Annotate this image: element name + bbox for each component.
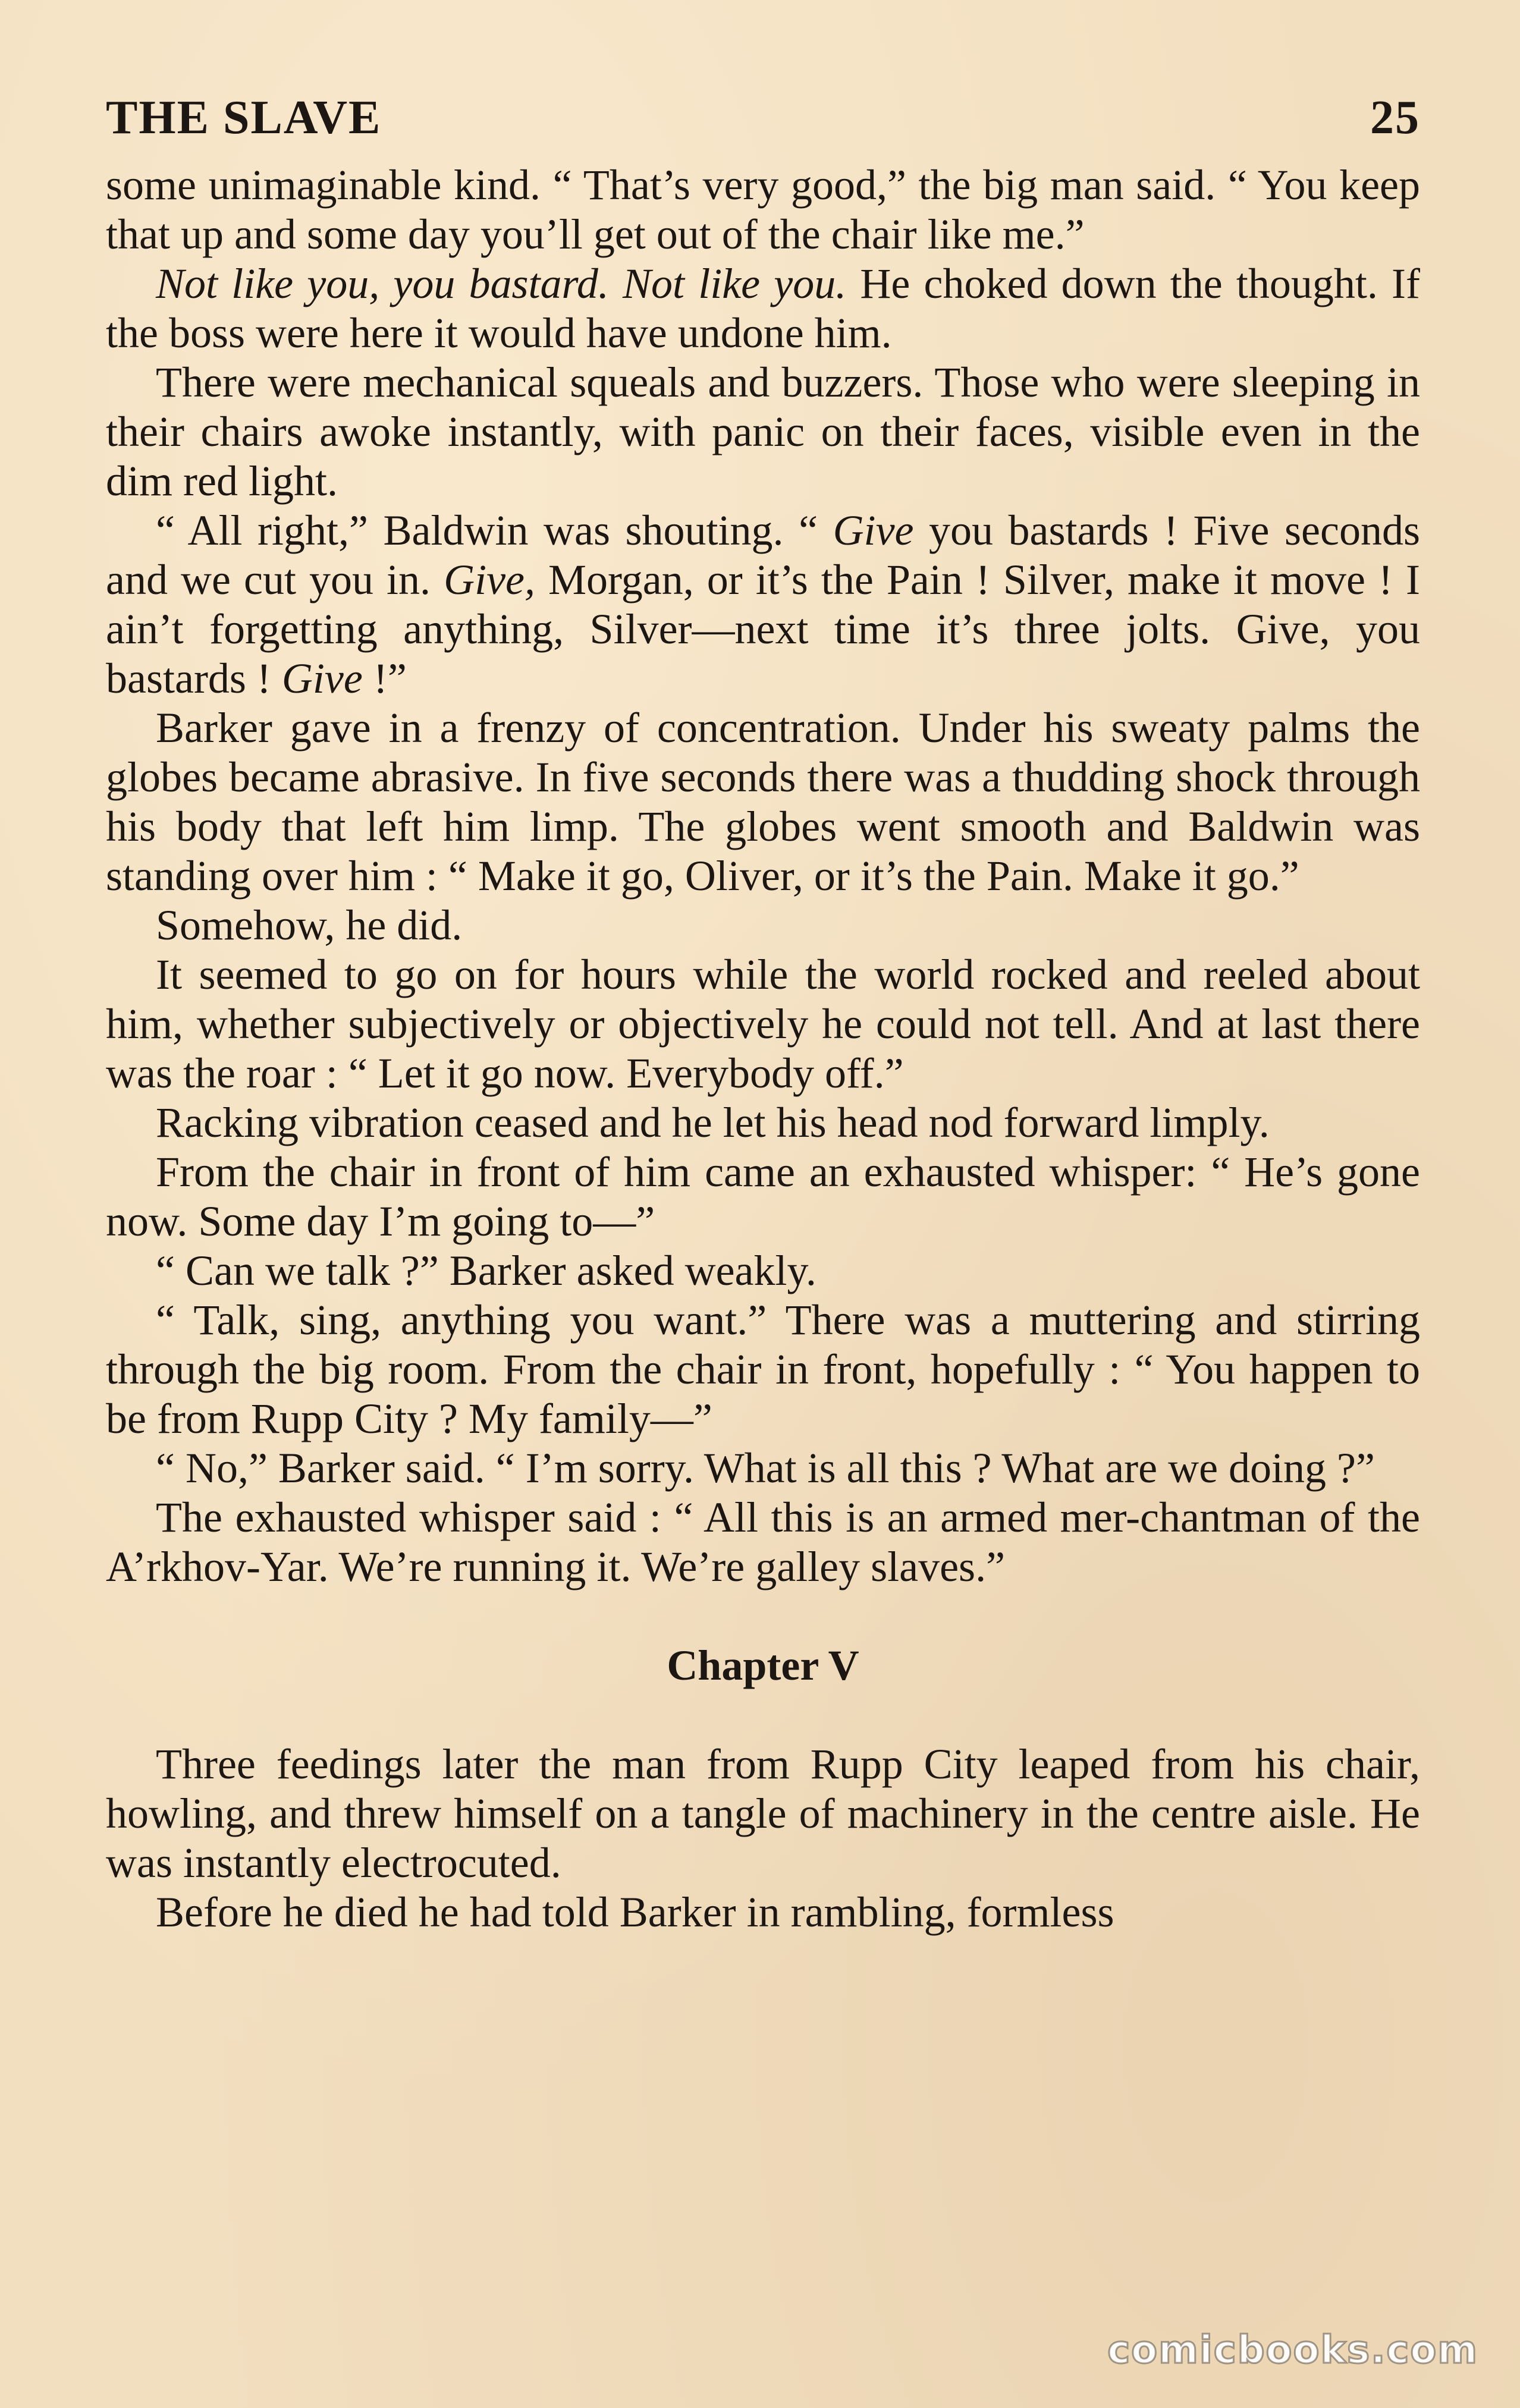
- text-run: Morgan, or it’s the Pain ! Silver, make it move ! I ain’t forgetting anything, Silver—next time it’s three jolts. Give, you bastards !: [106, 556, 1421, 702]
- paragraph: [106, 950, 1420, 1098]
- text-run: “ Can we talk ?” Barker asked weakly.: [156, 1247, 816, 1294]
- text-run: “ All right,” Baldwin was shouting. “: [156, 507, 833, 554]
- running-title: THE SLAVE: [106, 92, 382, 144]
- italic-text: Not like you, you bastard. Not like you.: [156, 260, 847, 307]
- paragraph: [106, 1740, 1420, 1888]
- text-run: From the chair in front of him came an exhausted whisper: “ He’s gone now. Some day I’m going to—”: [106, 1148, 1420, 1245]
- book-page: [106, 89, 1420, 2337]
- text-run: “ No,” Barker said. “ I’m sorry. What is all this ? What are we doing ?”: [156, 1444, 1375, 1492]
- body-text: [106, 161, 1420, 1937]
- running-head: [106, 89, 1420, 146]
- text-run: Racking vibration ceased and he let his head nod forward limply.: [156, 1099, 1270, 1146]
- text-run: some unimaginable kind. “ That’s very good,” the big man said. “ You keep that up and some day you’ll get out of the chair like me.”: [106, 161, 1420, 258]
- chapter-v-opening: [106, 1740, 1420, 1937]
- text-run: !”: [362, 655, 407, 702]
- paragraph: [106, 703, 1420, 901]
- paragraph: [106, 1888, 1420, 1937]
- paragraph: [106, 1296, 1420, 1444]
- italic-text: Give: [281, 655, 363, 702]
- italic-text: Give: [833, 507, 914, 554]
- text-run: Barker gave in a frenzy of concentration. Under his sweaty palms the globes became abrasive. In five seconds there was a thudding shock through his body that left him limp. The globes went smooth and Baldwin was standing over him : “ Make it go, Oliver, or it’s the Pain. Make it go.”: [106, 704, 1420, 900]
- paragraph: [106, 259, 1420, 358]
- watermark-logo: comicbooks.com: [1107, 2328, 1478, 2372]
- chapter-iv-ending: [106, 161, 1420, 1592]
- italic-text: Give,: [444, 556, 535, 603]
- page-number: 25: [1370, 92, 1420, 144]
- paragraph: [106, 1493, 1420, 1592]
- paragraph: [106, 161, 1420, 259]
- paragraph: [106, 506, 1420, 703]
- text-run: “ Talk, sing, anything you want.” There was a muttering and stirring through the big room. From the chair in front, hopefully : “ You happen to be from Rupp City ? My family—”: [106, 1296, 1420, 1442]
- paragraph: [106, 1246, 1420, 1296]
- text-run: Three feedings later the man from Rupp City leaped from his chair, howling, and threw himself on a tangle of machinery in the centre aisle. He was instantly electrocuted.: [106, 1740, 1420, 1887]
- text-run: Somehow, he did.: [156, 901, 463, 949]
- text-run: you bastards ! Five seconds and we cut you in.: [106, 507, 1420, 603]
- paragraph: [106, 358, 1420, 506]
- text-run: The exhausted whisper said : “ All this is an armed mer-chantman of the A’rkhov-Yar. We’re running it. We’re galley slaves.”: [106, 1494, 1420, 1590]
- text-run: Before he died he had told Barker in rambling, formless: [156, 1888, 1114, 1936]
- paragraph: [106, 1148, 1420, 1246]
- chapter-heading: Chapter V: [667, 1642, 859, 1689]
- text-run: It seemed to go on for hours while the world rocked and reeled about him, whether subjectively or objectively he could not tell. And at last there was the roar : “ Let it go now. Everybody off.”: [106, 951, 1420, 1097]
- text-run: There were mechanical squeals and buzzers. Those who were sleeping in their chairs awoke instantly, with panic on their faces, visible even in the dim red light.: [106, 359, 1420, 505]
- text-run: He choked down the thought. If the boss were here it would have undone him.: [106, 260, 1421, 357]
- paragraph: [106, 901, 1420, 950]
- paragraph: [106, 1098, 1420, 1148]
- paragraph: [106, 1444, 1420, 1493]
